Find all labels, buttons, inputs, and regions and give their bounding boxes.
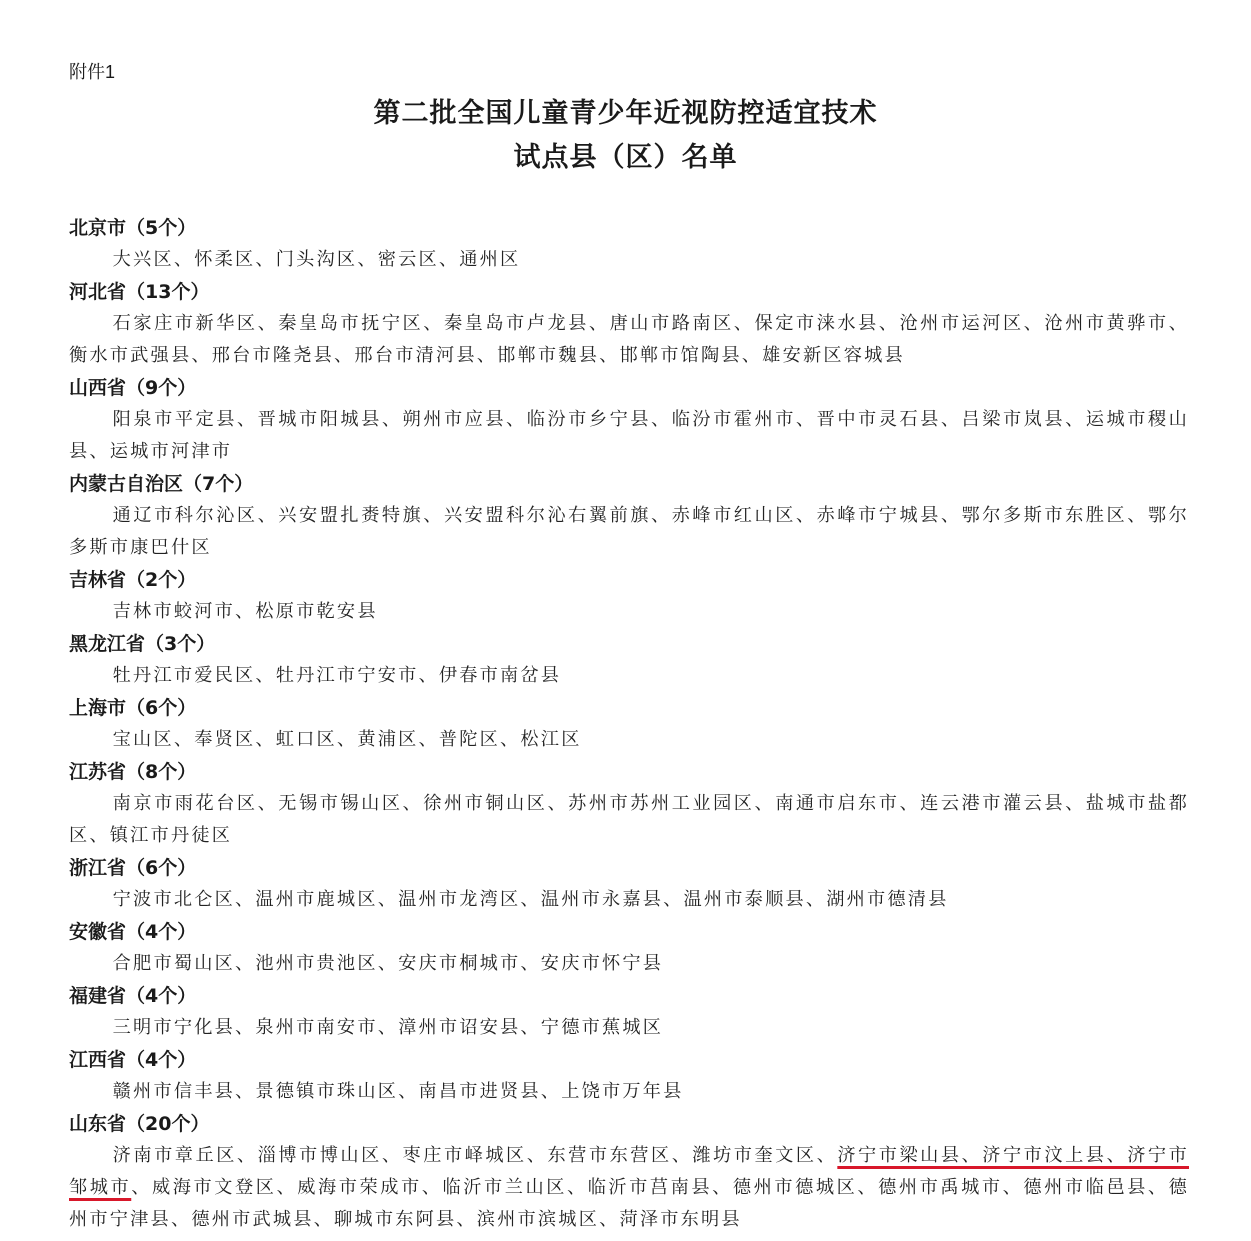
province-heading: 吉林省（2个） xyxy=(69,569,197,591)
province-heading: 内蒙古自治区（7个） xyxy=(69,473,254,495)
county-list: 石家庄市新华区、秦皇岛市抚宁区、秦皇岛市卢龙县、唐山市路南区、保定市涞水县、沧州市运河区、沧州市黄骅市、衡水市武强县、邢台市隆尧县、邢台市清河县、邯郸市魏县、邯郸市馆陶县、雄安新区容城县 xyxy=(69,313,1189,366)
province-heading: 江西省（4个） xyxy=(69,1049,197,1071)
province-block-shanxi xyxy=(69,372,1189,468)
province-heading: 江苏省（8个） xyxy=(69,761,197,783)
county-list-part: 、威海市文登区、威海市荣成市、临沂市兰山区、临沂市莒南县、德州市德城区、德州市禹城市、德州市临邑县、德州市宁津县、德州市武城县、聊城市东阿县、滨州市滨城区、菏泽市东明县 xyxy=(69,1177,1189,1230)
highlighted-counties: 济宁市梁山县、济宁市汶上县、济宁市邹城市 xyxy=(69,1145,1189,1198)
county-list: 三明市宁化县、泉州市南安市、漳州市诏安县、宁德市蕉城区 xyxy=(112,1017,664,1038)
county-list: 宝山区、奉贤区、虹口区、黄浦区、普陀区、松江区 xyxy=(112,729,582,750)
county-list: 大兴区、怀柔区、门头沟区、密云区、通州区 xyxy=(112,249,521,270)
county-list: 吉林市蛟河市、松原市乾安县 xyxy=(112,601,378,622)
county-list: 南京市雨花台区、无锡市锡山区、徐州市铜山区、苏州市苏州工业园区、南通市启东市、连云港市灌云县、盐城市盐都区、镇江市丹徒区 xyxy=(69,793,1189,846)
county-list xyxy=(69,1140,1189,1236)
province-block-heilongjiang xyxy=(69,628,1189,692)
province-heading: 福建省（4个） xyxy=(69,985,197,1007)
province-heading: 山西省（9个） xyxy=(69,377,197,399)
county-list: 牡丹江市爱民区、牡丹江市宁安市、伊春市南岔县 xyxy=(112,665,562,686)
county-list: 赣州市信丰县、景德镇市珠山区、南昌市进贤县、上饶市万年县 xyxy=(112,1081,684,1102)
county-list-part: 济南市章丘区、淄博市博山区、枣庄市峄城区、东营市东营区、潍坊市奎文区、 xyxy=(112,1145,838,1166)
province-block-beijing xyxy=(69,212,1189,276)
province-heading: 浙江省（6个） xyxy=(69,857,197,879)
county-list: 合肥市蜀山区、池州市贵池区、安庆市桐城市、安庆市怀宁县 xyxy=(112,953,664,974)
province-heading: 北京市（5个） xyxy=(69,217,197,239)
document-title-line2: 试点县（区）名单 xyxy=(513,142,738,173)
province-heading: 黑龙江省（3个） xyxy=(69,633,216,655)
province-block-jilin xyxy=(69,564,1189,628)
province-block-anhui xyxy=(69,916,1189,980)
province-heading: 安徽省（4个） xyxy=(69,921,197,943)
province-block-jiangxi xyxy=(69,1044,1189,1108)
province-heading: 上海市（6个） xyxy=(69,697,197,719)
province-block-inner-mongolia xyxy=(69,468,1189,564)
pilot-county-list xyxy=(69,212,1189,1236)
attachment-label: 附件1 xyxy=(69,62,116,82)
document-title-line1: 第二批全国儿童青少年近视防控适宜技术 xyxy=(373,98,878,129)
province-heading: 山东省（20个） xyxy=(69,1113,210,1135)
county-list: 阳泉市平定县、晋城市阳城县、朔州市应县、临汾市乡宁县、临汾市霍州市、晋中市灵石县、吕梁市岚县、运城市稷山县、运城市河津市 xyxy=(69,409,1189,462)
province-block-jiangsu xyxy=(69,756,1189,852)
province-heading: 河北省（13个） xyxy=(69,281,210,303)
county-list: 宁波市北仑区、温州市鹿城区、温州市龙湾区、温州市永嘉县、温州市泰顺县、湖州市德清县 xyxy=(112,889,949,910)
province-block-fujian xyxy=(69,980,1189,1044)
province-block-shandong xyxy=(69,1108,1189,1236)
province-block-shanghai xyxy=(69,692,1189,756)
province-block-zhejiang xyxy=(69,852,1189,916)
county-list: 通辽市科尔沁区、兴安盟扎赉特旗、兴安盟科尔沁右翼前旗、赤峰市红山区、赤峰市宁城县、鄂尔多斯市东胜区、鄂尔多斯市康巴什区 xyxy=(69,505,1189,558)
province-block-hebei xyxy=(69,276,1189,372)
